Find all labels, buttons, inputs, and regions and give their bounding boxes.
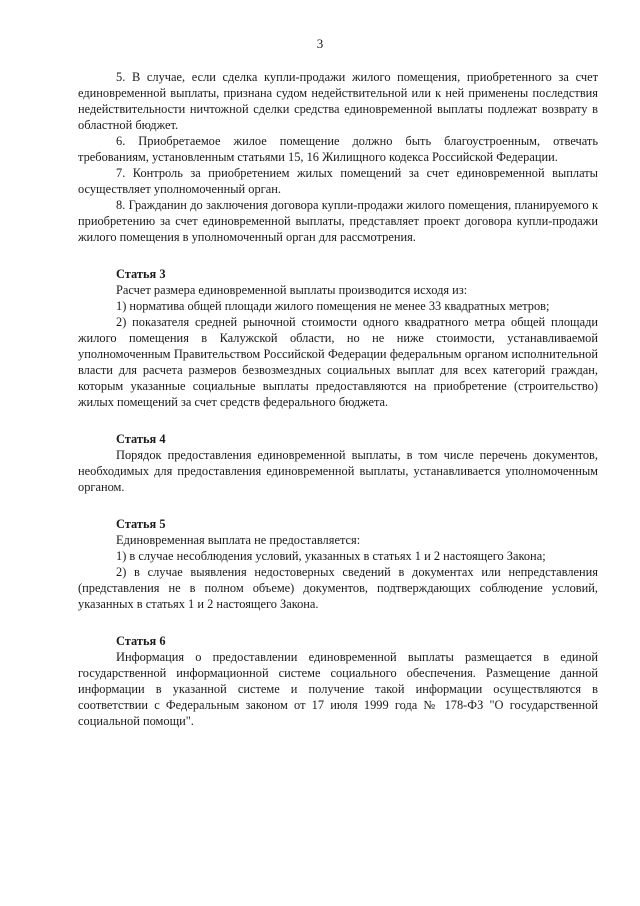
article-3-heading: Статья 3 bbox=[116, 267, 166, 281]
spacer bbox=[78, 245, 598, 266]
article-6-heading: Статья 6 bbox=[116, 634, 166, 648]
article-5-item-1: 1) в случае несоблюдения условий, указанных в статьях 1 и 2 настоящего Закона; bbox=[116, 549, 546, 563]
clause-6: 6. Приобретаемое жилое помещение должно быть благоустроенным, отвечать требованиям, установленным статьями 15, 16 Жилищного кодекса Российской Федерации. bbox=[78, 134, 598, 164]
clause-5: 5. В случае, если сделка купли-продажи жилого помещения, приобретенного за счет единовременной выплаты, признана судом недействительной или к ней применены последствия недействительности ничтожной сделки средства единовременной выплаты подлежат возврату в областной бюджет. bbox=[78, 70, 598, 132]
article-3-item-2: 2) показателя средней рыночной стоимости одного квадратного метра общей площади жилого помещения в Калужской области, но не ниже стоимости, устанавливаемой уполномоченным Правительством Российской Федерации федеральным органом исполнительной власти для расчета размеров безвозмездных социальных выплат для всех категорий граждан, которым указанные социальные выплаты предоставляются на приобретение (строительство) жилых помещений за счет средств федерального бюджета. bbox=[78, 315, 598, 409]
article-4-heading: Статья 4 bbox=[116, 432, 166, 446]
document-body bbox=[78, 69, 598, 729]
article-3-item-1: 1) норматива общей площади жилого помещения не менее 33 квадратных метров; bbox=[116, 299, 550, 313]
article-6-text: Информация о предоставлении единовременной выплаты размещается в единой государственной информационной системе социального обеспечения. Размещение данной информации в указанной системе и получение такой информации осуществляются в соответствии с Федеральным законом от 17 июля 1999 года № 178-ФЗ "О государственной социальной помощи". bbox=[78, 650, 598, 728]
article-4-text: Порядок предоставления единовременной выплаты, в том числе перечень документов, необходимых для предоставления единовременной выплаты, устанавливается уполномоченным органом. bbox=[78, 448, 598, 494]
article-3-intro: Расчет размера единовременной выплаты производится исходя из: bbox=[116, 283, 468, 297]
clause-7: 7. Контроль за приобретением жилых помещений за счет единовременной выплаты осуществляет уполномоченный орган. bbox=[78, 166, 598, 196]
spacer bbox=[78, 410, 598, 431]
page-number: 3 bbox=[316, 36, 324, 51]
article-5-heading: Статья 5 bbox=[116, 517, 166, 531]
spacer bbox=[78, 495, 598, 516]
spacer bbox=[78, 612, 598, 633]
clause-8: 8. Гражданин до заключения договора купли-продажи жилого помещения, планируемого к приобретению за счет единовременной выплаты, представляет проект договора купли-продажи жилого помещения в уполномоченный орган для рассмотрения. bbox=[78, 198, 598, 244]
article-5-item-2: 2) в случае выявления недостоверных сведений в документах или непредставления (представления не в полном объеме) документов, подтверждающих соблюдение условий, указанных в статьях 1 и 2 настоящего Закона. bbox=[78, 565, 598, 611]
article-5-intro: Единовременная выплата не предоставляется: bbox=[116, 533, 361, 547]
